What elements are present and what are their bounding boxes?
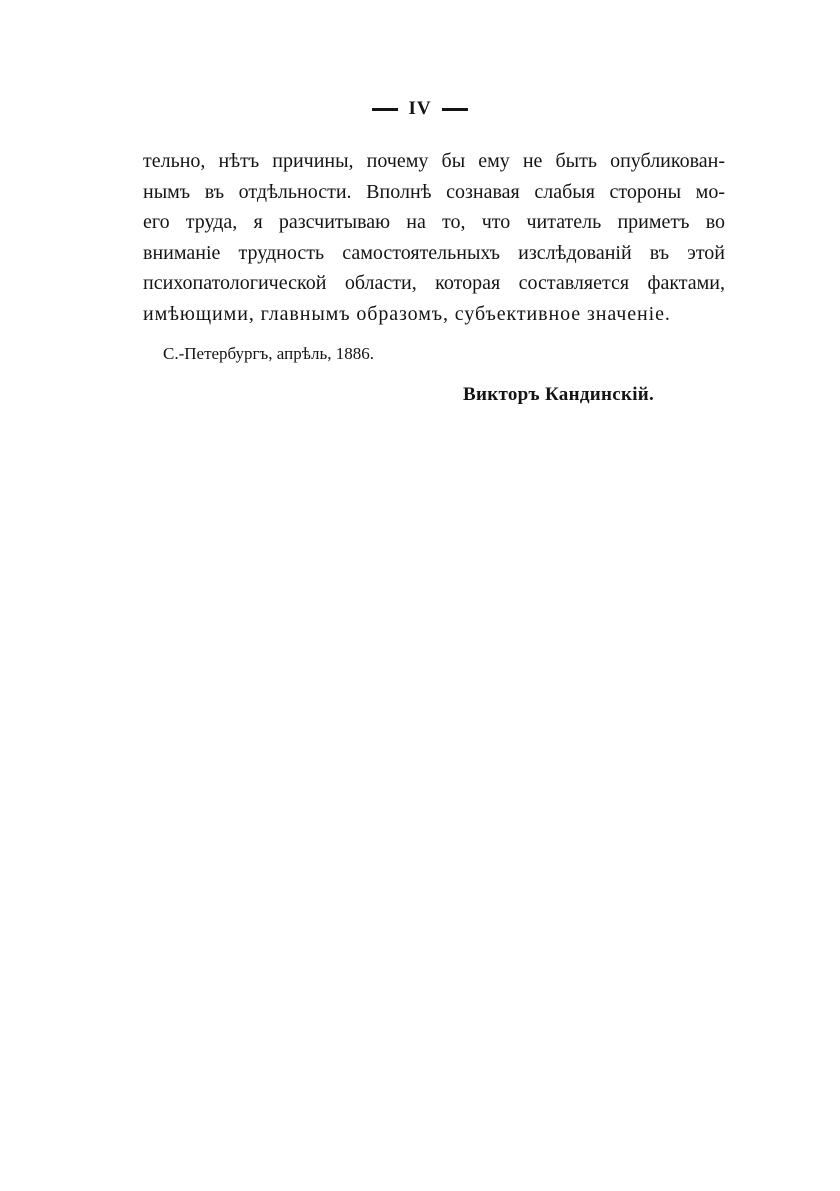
text-line: психопатологической области, которая составляется фактами, [143,272,725,294]
right-dash [442,108,468,111]
page-number-header [0,98,840,120]
author-signature: Викторъ Кандинскій. [463,384,655,405]
body-paragraph [143,146,725,329]
page-number: IV [408,98,432,119]
place-date-line: С.-Петербургъ, апрѣль, 1886. [163,344,374,363]
text-line: его труда, я разсчитываю на то, что читатель приметъ во [143,211,725,233]
text-line: тельно, нѣтъ причины, почему бы ему не быть опубликован- [143,150,725,172]
left-dash [372,108,398,111]
text-line: имѣющими, главнымъ образомъ, субъективное значеніе. [143,302,671,325]
text-line: вниманіе трудность самостоятельныхъ изслѣдованій въ этой [143,241,725,264]
text-line: нымъ въ отдѣльности. Вполнѣ сознавая слабыя стороны мо- [143,180,725,203]
